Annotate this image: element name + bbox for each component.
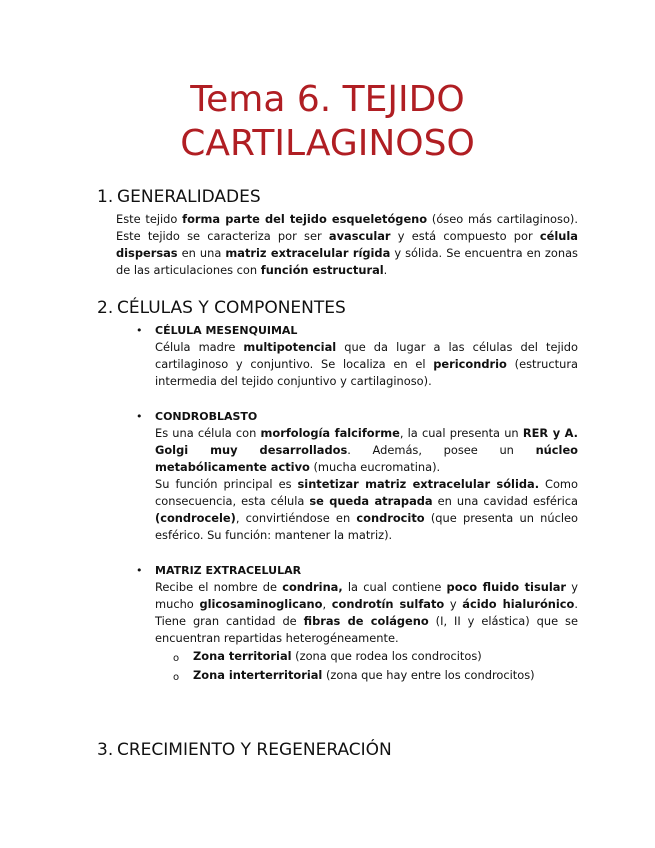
page-title-line1: Tema 6. TEJIDO [190, 79, 465, 120]
generalidades-paragraph: Este tejido forma parte del tejido esqueletógeno (óseo más cartilaginoso). Este tejido se caracteriza por ser avascular y está compuesto por célula dispersas en una matriz extracelular rígida y sólida. Se encuentra en zonas de las articulaciones con función estructural. [116, 212, 578, 277]
section-heading-celulas [97, 298, 346, 318]
page-title [0, 78, 655, 166]
section-number: 2. [97, 298, 114, 318]
section-title: GENERALIDADES [117, 187, 261, 207]
subheading-matriz-extracelular: MATRIZ EXTRACELULAR [155, 564, 302, 577]
circle-bullet-icon: o [173, 653, 180, 664]
matriz-paragraph: Recibe el nombre de condrina, la cual contiene poco fluido tisular y mucho glicosaminoglicano, condrotín sulfato y ácido hialurónico. Tiene gran cantidad de fibras de colágeno (I, II y elástica) que se encuentran repartidas heterogéneamente. [155, 580, 578, 645]
bullet-icon: • [136, 410, 143, 423]
section-title: CÉLULAS Y COMPONENTES [117, 298, 346, 318]
page-title-line2: CARTILAGINOSO [180, 123, 475, 164]
bullet-icon: • [136, 324, 143, 337]
list-item-zona-territorial: Zona territorial (zona que rodea los condrocitos) [193, 649, 482, 663]
section-number: 3. [97, 740, 114, 760]
list-item-zona-interterritorial: Zona interterritorial (zona que hay entre los condrocitos) [193, 668, 535, 682]
section-title: CRECIMIENTO Y REGENERACIÓN [117, 740, 392, 760]
subheading-condroblasto: CONDROBLASTO [155, 410, 258, 423]
bullet-icon: • [136, 564, 143, 577]
section-heading-generalidades [97, 187, 261, 207]
section-heading-crecimiento [97, 740, 392, 760]
condroblasto-paragraph-2: Su función principal es sintetizar matriz extracelular sólida. Como consecuencia, esta célula se queda atrapada en una cavidad esférica (condrocele), convirtiéndose en condrocito (que presenta un núcleo esférico. Su función: mantener la matriz). [155, 477, 578, 542]
celula-mesenquimal-paragraph: Célula madre multipotencial que da lugar a las células del tejido cartilaginoso y conjuntivo. Se localiza en el pericondrio (estructura intermedia del tejido conjuntivo y cartilaginoso). [155, 340, 578, 388]
subheading-celula-mesenquimal: CÉLULA MESENQUIMAL [155, 324, 298, 337]
section-number: 1. [97, 187, 114, 207]
circle-bullet-icon: o [173, 672, 180, 683]
condroblasto-paragraph-1: Es una célula con morfología falciforme, la cual presenta un RER y A. Golgi muy desarrollados. Además, posee un núcleo metabólicamente activo (mucha eucromatina). [155, 426, 579, 474]
